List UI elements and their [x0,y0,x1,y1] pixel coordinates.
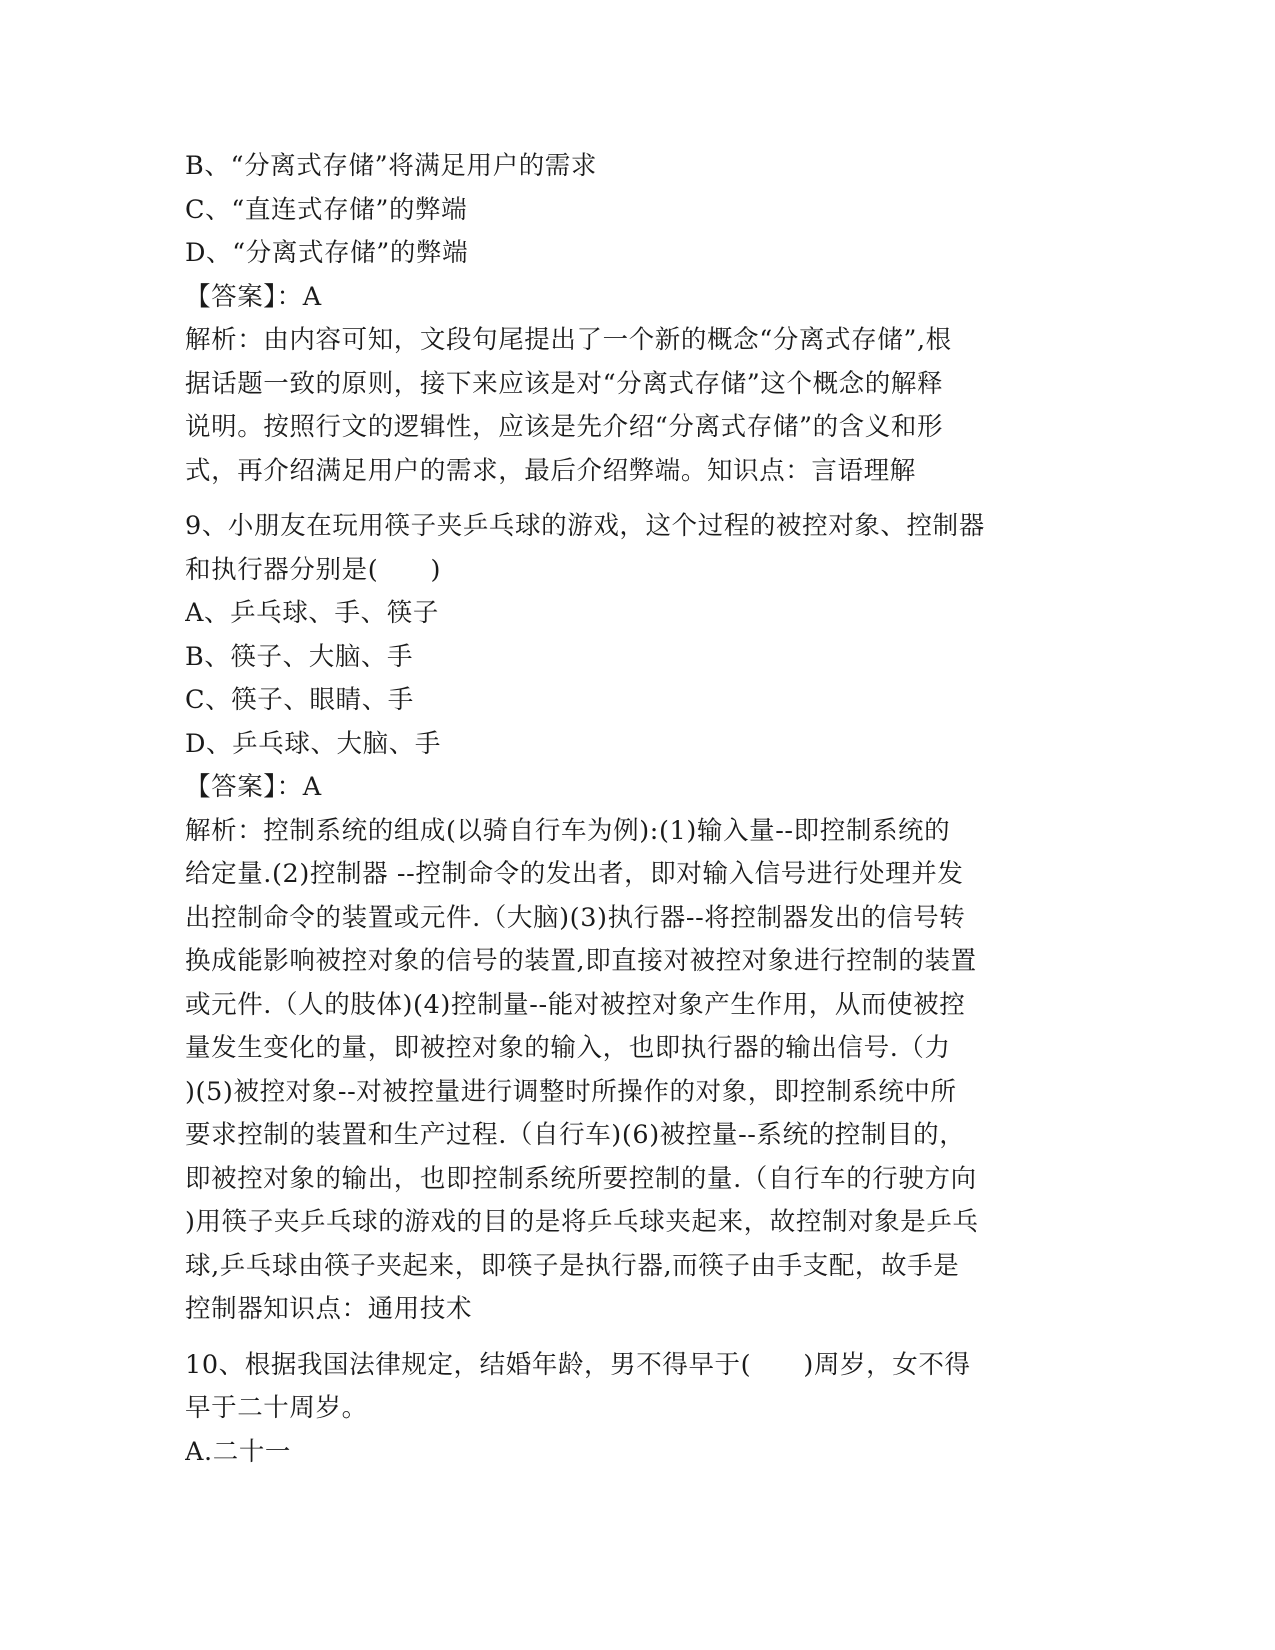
explanation-line: 即被控对象的输出，也即控制系统所要控制的量.（自行车的行驶方向 [185,1163,977,1194]
explanation-line: 给定量.(2)控制器 --控制命令的发出者，即对输入信号进行处理并发 [185,859,964,889]
explanation-line: 换成能影响被控对象的信号的装置,即直接对被控对象进行控制的装置 [185,946,977,976]
question-10 [185,1344,1085,1475]
explanation-line: 量发生变化的量，即被控对象的输入，也即执行器的输出信号.（力 [185,1033,951,1063]
explanation-line: 出控制命令的装置或元件.（大脑)(3)执行器--将控制器发出的信号转 [185,902,966,933]
explanation-line: 要求控制的装置和生产过程.（自行车)(6)被控量--系统的控制目的， [185,1120,966,1150]
option-d: D、乒乓球、大脑、手 [185,728,441,759]
answer-line: 【答案】：A [185,772,322,802]
explanation-line: 控制器知识点：通用技术 [185,1294,473,1324]
question-stem: 早于二十周岁。 [185,1393,368,1423]
explanation-line: 说明。按照行文的逻辑性，应该是先介绍“分离式存储”的含义和形 [185,412,944,442]
question-8-continuation [185,145,1085,493]
option-d: D、“分离式存储”的弊端 [185,238,469,268]
option-c: C、筷子、眼睛、手 [185,685,414,715]
document-page [185,145,1085,1474]
explanation-line: 解析：由内容可知，文段句尾提出了一个新的概念“分离式存储”,根 [185,325,952,355]
block-gap [185,493,1085,505]
question-stem: 和执行器分别是( ) [185,554,441,585]
explanation-line: 式，再介绍满足用户的需求，最后介绍弊端。知识点：言语理解 [185,455,916,486]
option-b: B、“分离式存储”将满足用户的需求 [185,151,598,181]
explanation-line: 据话题一致的原则，接下来应该是对“分离式存储”这个概念的解释 [185,368,944,399]
explanation-line: 球,乒乓球由筷子夹起来，即筷子是执行器,而筷子由手支配，故手是 [185,1250,960,1281]
answer-line: 【答案】：A [185,281,322,312]
question-9 [185,505,1085,1332]
explanation-line: )用筷子夹乒乓球的游戏的目的是将乒乓球夹起来，故控制对象是乒乓 [185,1207,979,1237]
explanation-line: )(5)被控对象--对被控量进行调整时所操作的对象，即控制系统中所 [185,1076,957,1107]
explanation-line: 或元件.（人的肢体)(4)控制量--能对被控对象产生作用，从而使被控 [185,989,966,1020]
question-stem: 9、小朋友在玩用筷子夹乒乓球的游戏，这个过程的被控对象、控制器 [185,511,985,541]
option-c: C、“直连式存储”的弊端 [185,194,468,225]
option-a: A.二十一 [185,1436,292,1467]
option-a: A、乒乓球、手、筷子 [185,598,439,628]
option-b: B、筷子、大脑、手 [185,641,414,672]
explanation-line: 解析：控制系统的组成(以骑自行车为例):(1)输入量--即控制系统的 [185,815,951,846]
block-gap [185,1332,1085,1344]
question-stem: 10、根据我国法律规定，结婚年龄，男不得早于( )周岁，女不得 [185,1349,971,1380]
